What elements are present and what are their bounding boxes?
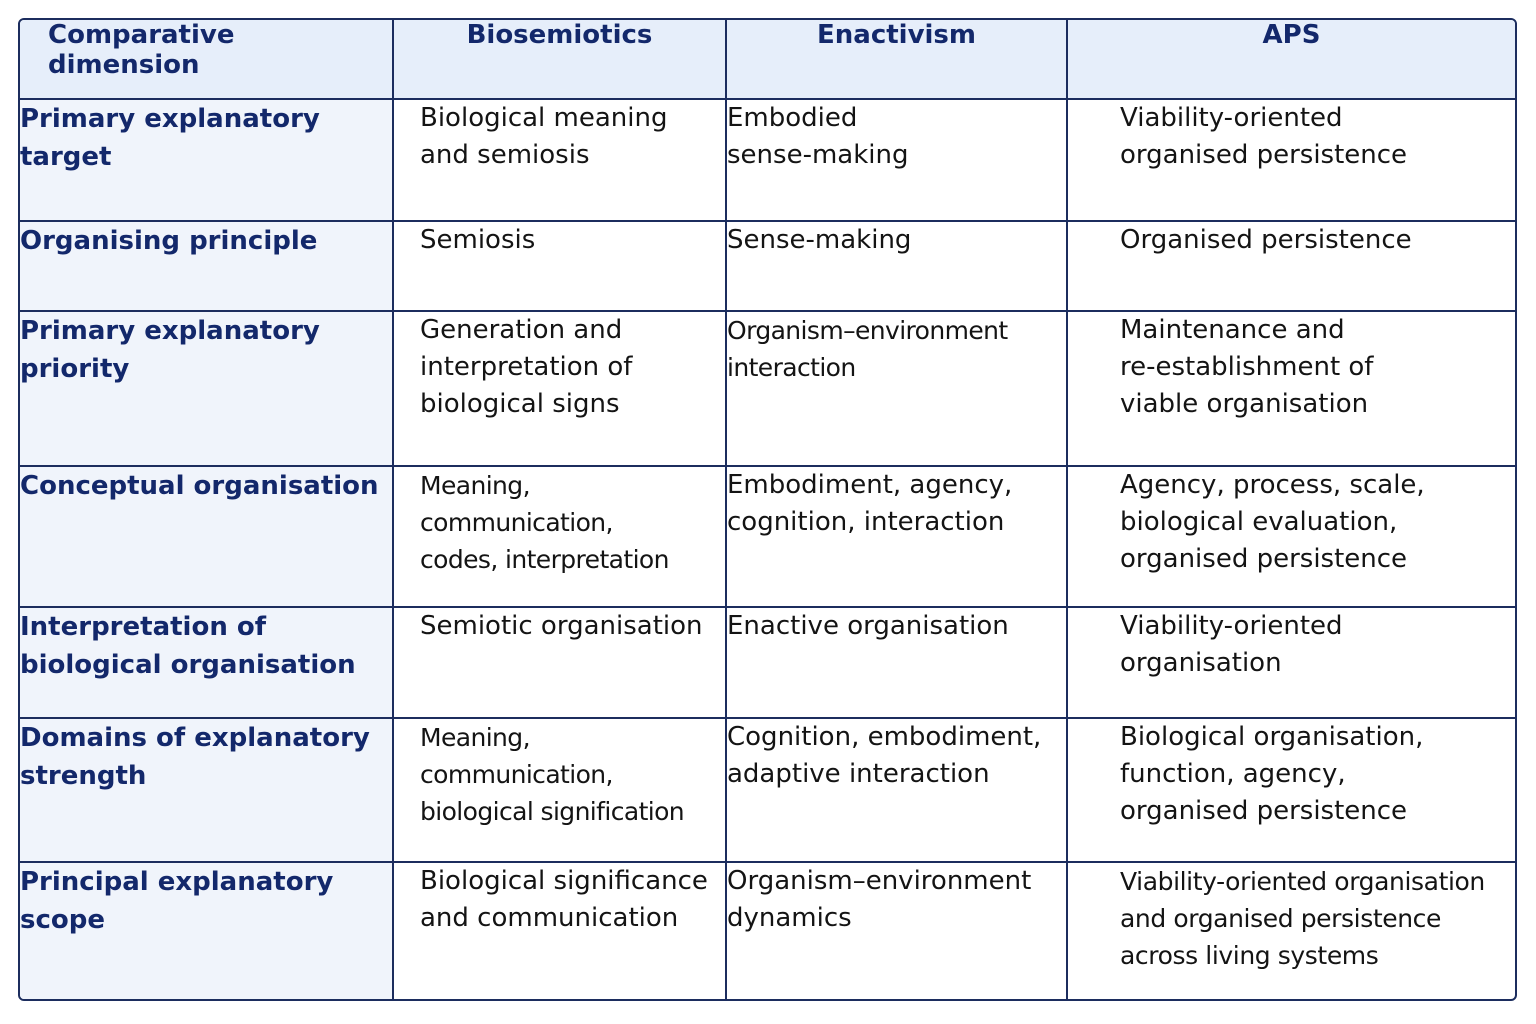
biosemiotics-cell [393, 311, 726, 466]
enactivism-cell [726, 311, 1067, 466]
table-row [20, 718, 1515, 862]
comparison-table [20, 20, 1515, 1001]
aps-cell [1067, 862, 1515, 1001]
enactivism-cell [726, 221, 1067, 311]
dimension-cell [20, 221, 393, 311]
aps-value: Maintenance and re-establishment of viable organisation [1120, 315, 1374, 419]
dimension-label: Primary explanatory target [20, 104, 320, 172]
enactivism-value: Cognition, embodiment, adaptive interaction [727, 722, 1042, 789]
biosemiotics-cell [393, 718, 726, 862]
header-enactivism: Enactivism [726, 20, 1067, 99]
dimension-label: Principal explanatory scope [20, 867, 334, 935]
dimension-label: Interpretation of biological organisation [20, 612, 356, 680]
table-row [20, 99, 1515, 221]
dimension-cell [20, 99, 393, 221]
aps-value: Viability-oriented organisation and organised persistence across living systems [1120, 867, 1485, 970]
dimension-label: Domains of explanatory strength [20, 723, 370, 791]
dimension-cell [20, 466, 393, 607]
dimension-cell [20, 862, 393, 1001]
aps-cell [1067, 99, 1515, 221]
aps-cell [1067, 466, 1515, 607]
table-row [20, 311, 1515, 466]
header-aps: APS [1067, 20, 1515, 99]
table-row [20, 862, 1515, 1001]
enactivism-cell [726, 718, 1067, 862]
biosemiotics-cell [393, 607, 726, 718]
dimension-label: Organising principle [20, 226, 318, 256]
enactivism-cell [726, 466, 1067, 607]
aps-value: Biological organisation, function, agency, organised persistence [1120, 722, 1424, 826]
biosemiotics-cell [393, 466, 726, 607]
enactivism-cell [726, 862, 1067, 1001]
dimension-label: Primary explanatory priority [20, 316, 320, 384]
enactivism-cell [726, 99, 1067, 221]
header-biosemiotics: Biosemiotics [393, 20, 726, 99]
dimension-cell [20, 718, 393, 862]
comparison-table-container [18, 18, 1517, 1001]
biosemiotics-cell [393, 862, 726, 1001]
biosemiotics-value: Biological meaning and semiosis [420, 103, 668, 170]
aps-cell [1067, 718, 1515, 862]
enactivism-value: Embodiment, agency, cognition, interaction [727, 470, 1013, 537]
biosemiotics-value: Generation and interpretation of biological signs [420, 315, 633, 419]
table-row [20, 607, 1515, 718]
aps-value: Viability-oriented organisation [1120, 611, 1343, 678]
header-dimension: Comparative dimension [20, 20, 393, 99]
dimension-label: Conceptual organisation [20, 471, 379, 501]
dimension-cell [20, 311, 393, 466]
biosemiotics-value: Semiosis [420, 225, 536, 255]
aps-cell [1067, 311, 1515, 466]
table-row [20, 221, 1515, 311]
aps-cell [1067, 221, 1515, 311]
table-header-row [20, 20, 1515, 99]
dimension-cell [20, 607, 393, 718]
biosemiotics-cell [393, 221, 726, 311]
enactivism-cell [726, 607, 1067, 718]
aps-cell [1067, 607, 1515, 718]
aps-value: Agency, process, scale, biological evaluation, organised persistence [1120, 470, 1425, 574]
biosemiotics-value: Meaning, communication, codes, interpretation [420, 471, 669, 574]
enactivism-value: Sense-making [727, 225, 912, 255]
enactivism-value: Organism–environment dynamics [727, 866, 1032, 933]
biosemiotics-value: Semiotic organisation [420, 611, 703, 641]
table-row [20, 466, 1515, 607]
enactivism-value: Embodied sense-making [727, 103, 909, 170]
enactivism-value: Enactive organisation [727, 611, 1009, 641]
biosemiotics-cell [393, 99, 726, 221]
biosemiotics-value: Biological significance and communication [420, 866, 708, 933]
biosemiotics-value: Meaning, communication, biological signification [420, 723, 685, 826]
enactivism-value: Organism–environment interaction [727, 316, 1008, 382]
aps-value: Viability-oriented organised persistence [1120, 103, 1408, 170]
aps-value: Organised persistence [1120, 225, 1412, 255]
